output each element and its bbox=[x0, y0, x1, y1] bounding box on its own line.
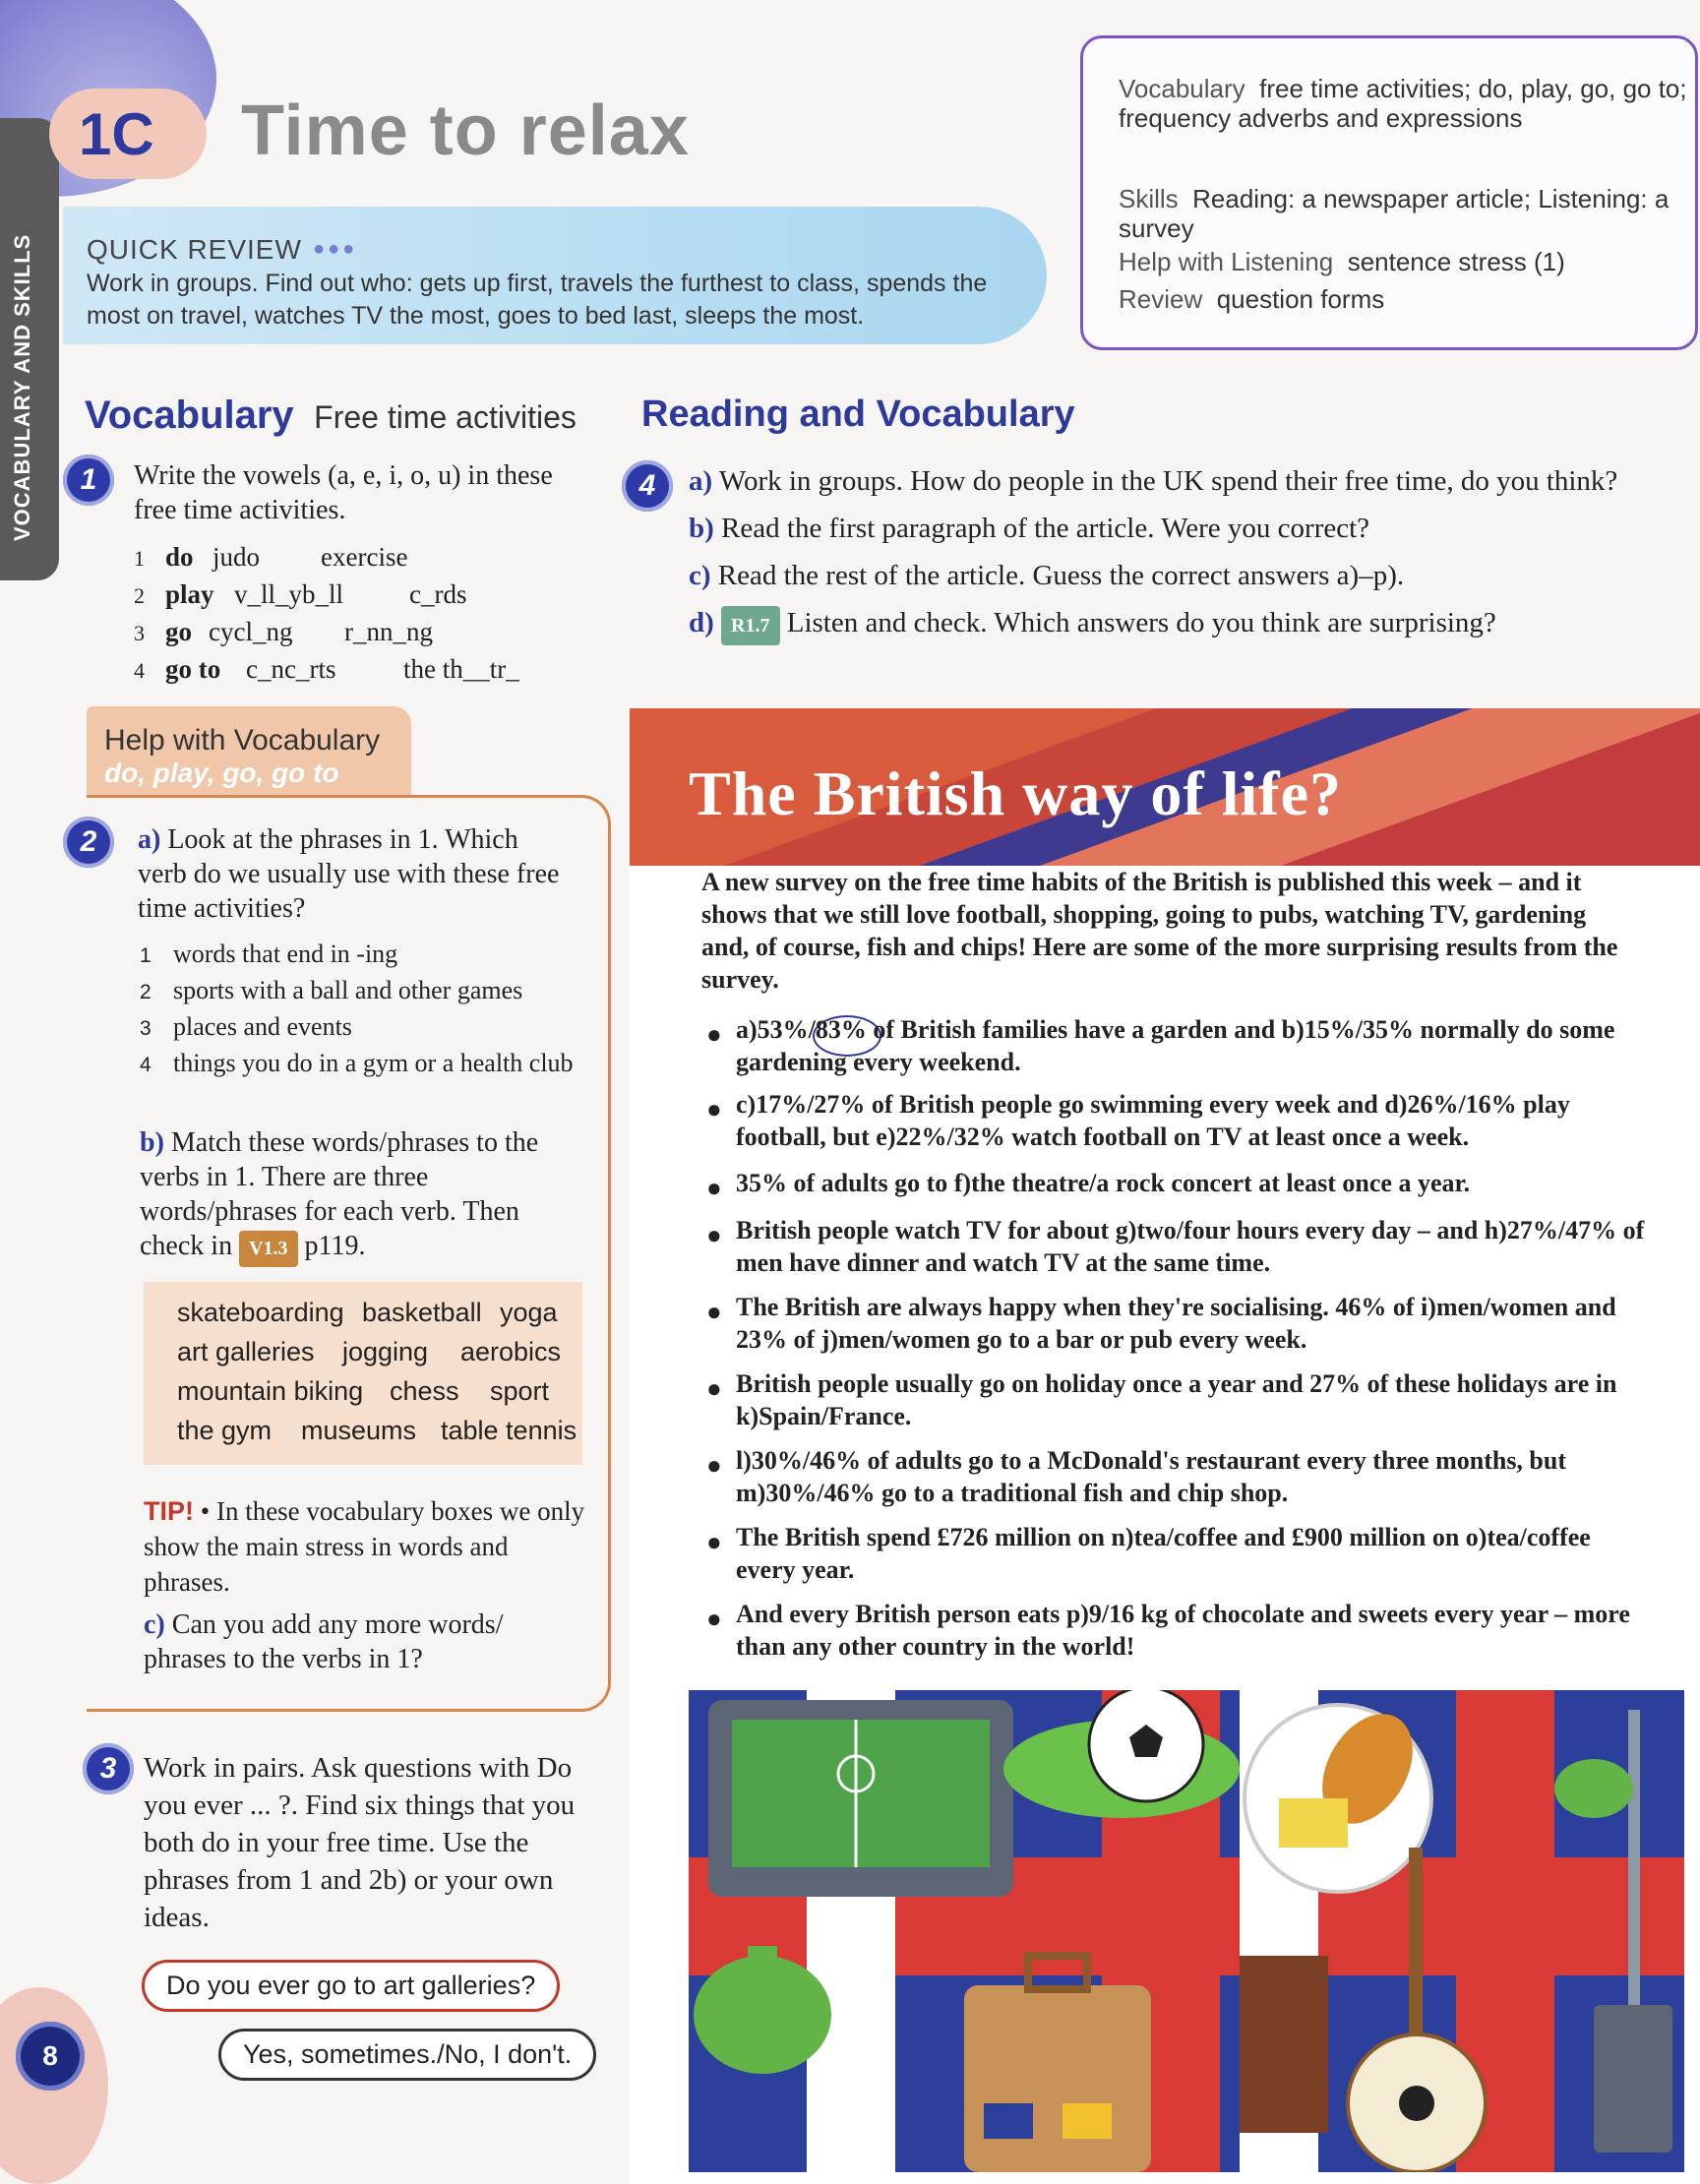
article-intro: A new survey on the free time habits of the British is published this week – and it shows that we still love football, shopping, going to pubs, watching TV, gardening and, of course, fish and chips! Here are some of the more surprising results from the survey. bbox=[701, 868, 1618, 994]
exercise-2-number: 2 bbox=[63, 817, 114, 868]
ex1-item: 1 do judo exercise bbox=[134, 542, 408, 572]
word-item: skateboarding bbox=[177, 1298, 344, 1327]
bullet-icon: ● bbox=[706, 1373, 722, 1403]
suitcase-icon bbox=[964, 1956, 1151, 2172]
exercise-4-list bbox=[689, 462, 1682, 645]
exercise-4c: c) Read the rest of the article. Guess the correct answers a)–p). bbox=[689, 560, 1405, 591]
bullet-icon: ● bbox=[706, 1527, 722, 1556]
ex2-list-item: 2 sports with a ball and other games bbox=[140, 976, 523, 1004]
bullet-icon: ● bbox=[706, 1220, 722, 1249]
vocab-reference-tag: V1.3 bbox=[239, 1231, 297, 1267]
page-number: 8 bbox=[16, 2022, 85, 2091]
article-bullet: The British spend £726 million on n)tea/coffee and £900 million on o)tea/coffee every year. bbox=[736, 1523, 1591, 1584]
exercise-1-number: 1 bbox=[63, 455, 114, 506]
exercise-3-number: 3 bbox=[83, 1743, 134, 1794]
article-bullet: The British are always happy when they're socialising. 46% of i)men/women and 23% of j)men/women go to a bar or pub every week. bbox=[736, 1293, 1616, 1354]
overview-vocabulary: Vocabulary free time activities; do, play, go, go to; frequency adverbs and expressions bbox=[1119, 74, 1687, 133]
ex1-item: 3 go cycl_ng r_nn_ng bbox=[134, 617, 433, 646]
unit-overview-box bbox=[1080, 35, 1698, 350]
quick-review-text: Work in groups. Find out who: gets up first, travels the furthest to class, spends the most on travel, watches TV the most, goes to bed last, sleeps the most. bbox=[87, 270, 988, 330]
exercise-4b: b) Read the first paragraph of the article. Were you correct? bbox=[689, 513, 1370, 544]
illustration-svg bbox=[689, 1690, 1684, 2172]
british-life-illustration bbox=[689, 1690, 1684, 2172]
bullet-icon: ● bbox=[706, 1173, 722, 1202]
article-bullet: a)53%/83% of British families have a garden and b)15%/35% normally do some gardening every weekend. bbox=[736, 1015, 1615, 1076]
word-item: basketball bbox=[362, 1298, 482, 1327]
bullet-icon: ● bbox=[706, 1450, 722, 1480]
bullet-icon: ● bbox=[706, 1297, 722, 1326]
article-bullet: 35% of adults go to f)the theatre/a rock concert at least once a year. bbox=[736, 1169, 1471, 1197]
unit-badge bbox=[49, 89, 207, 179]
exercise-4-number: 4 bbox=[622, 460, 673, 512]
help-vocabulary-title: Help with Vocabulary bbox=[104, 724, 381, 757]
bullet-icon: ● bbox=[706, 1019, 722, 1049]
article-bullet: c)17%/27% of British people go swimming every week and d)26%/16% play football, but e)22%/32% watch football on TV at least once a week. bbox=[736, 1090, 1570, 1151]
word-item: jogging bbox=[342, 1337, 429, 1366]
ex1-item: 4 go to c_nc_rts the th__tr_ bbox=[134, 654, 519, 684]
side-tab bbox=[0, 118, 59, 580]
article-title: The British way of life? bbox=[689, 758, 1342, 828]
overview-help-listening: Help with Listening sentence stress (1) bbox=[1119, 247, 1565, 276]
word-item: table tennis bbox=[441, 1416, 577, 1445]
word-item: aerobics bbox=[460, 1337, 562, 1366]
page-title: Time to relax bbox=[241, 91, 690, 170]
word-item: art galleries bbox=[177, 1337, 315, 1366]
ex2-list-item: 3 places and events bbox=[140, 1012, 352, 1041]
exercise-1-list bbox=[134, 539, 606, 689]
exercise-1-instruction: Write the vowels (a, e, i, o, u) in these free time activities. bbox=[134, 460, 553, 525]
dots-icon: ●●● bbox=[313, 238, 358, 260]
reading-heading: Reading and Vocabulary bbox=[641, 394, 1075, 435]
word-item: museums bbox=[301, 1416, 417, 1445]
ex2-list-item: 1 words that end in -ing bbox=[140, 940, 398, 968]
word-item: chess bbox=[390, 1376, 459, 1406]
side-tab-label: VOCABULARY AND SKILLS bbox=[10, 233, 34, 541]
exercise-4a: a) Work in groups. How do people in the UK spend their free time, do you think? bbox=[689, 465, 1618, 497]
chocolate-icon bbox=[1240, 1956, 1328, 2133]
tv-icon bbox=[708, 1700, 1013, 1897]
exercise-2c: c) Can you add any more words/ phrases to the verbs in 1? bbox=[144, 1609, 504, 1674]
bullet-icon: ● bbox=[706, 1094, 722, 1123]
exercise-3-text: Work in pairs. Ask questions with Do you ever ... ?. Find six things that you both do in your free time. Use the phrases from 1 and 2b) or your own ideas. bbox=[144, 1752, 576, 1933]
article-bullet: British people usually go on holiday once a year and 27% of these holidays are in k)Spain/France. bbox=[736, 1369, 1617, 1430]
unit-label: 1C bbox=[79, 101, 154, 167]
article-bullet: British people watch TV for about g)two/four hours every day – and h)27%/47% of men have dinner and watch TV at the same time. bbox=[736, 1216, 1645, 1277]
overview-review: Review question forms bbox=[1119, 284, 1385, 314]
word-item: mountain biking bbox=[177, 1376, 364, 1406]
article-bullet: l)30%/46% of adults go to a McDonald's restaurant every three months, but m)30%/46% go to a traditional fish and chip shop. bbox=[736, 1446, 1567, 1507]
quick-review-heading: QUICK REVIEW bbox=[87, 234, 302, 265]
word-item: sport bbox=[490, 1376, 550, 1406]
speech-bubble-question: Do you ever go to art galleries? bbox=[142, 1960, 560, 2012]
ex2-list-item: 4 things you do in a gym or a health club bbox=[140, 1049, 574, 1077]
vocabulary-heading: Vocabulary Free time activities bbox=[85, 394, 577, 437]
audio-track-tag: R1.7 bbox=[721, 606, 779, 645]
word-item: the gym bbox=[177, 1416, 273, 1445]
exercise-2a: a) Look at the phrases in 1. Which verb do we usually use with these free time activities? bbox=[138, 824, 560, 924]
word-item: yoga bbox=[500, 1298, 558, 1327]
mug-icon bbox=[817, 2084, 876, 2153]
bullet-icon: ● bbox=[706, 1604, 722, 1633]
word-box bbox=[144, 1282, 582, 1465]
exercise-2b: b) Match these words/phrases to the verbs in 1. There are three words/phrases for each verb. Then check in V1.3 p119. bbox=[140, 1125, 573, 1267]
exercise-4d: d) R1.7 Listen and check. Which answers do you think are surprising? bbox=[689, 604, 1682, 645]
ex1-item: 2 play v_ll_yb_ll c_rds bbox=[134, 579, 467, 609]
exercise-2a-list bbox=[140, 937, 592, 1082]
overview-skills: Skills Reading: a newspaper article; Listening: a survey bbox=[1119, 184, 1670, 243]
help-vocabulary-subtitle: do, play, go, go to bbox=[104, 758, 339, 788]
article-bullet: And every British person eats p)9/16 kg of chocolate and sweets every year – more than any other country in the world! bbox=[736, 1600, 1630, 1661]
speech-bubble-answer: Yes, sometimes./No, I don't. bbox=[218, 2029, 596, 2081]
tip-text: TIP! • In these vocabulary boxes we only show the main stress in words and phrases. bbox=[144, 1496, 585, 1597]
